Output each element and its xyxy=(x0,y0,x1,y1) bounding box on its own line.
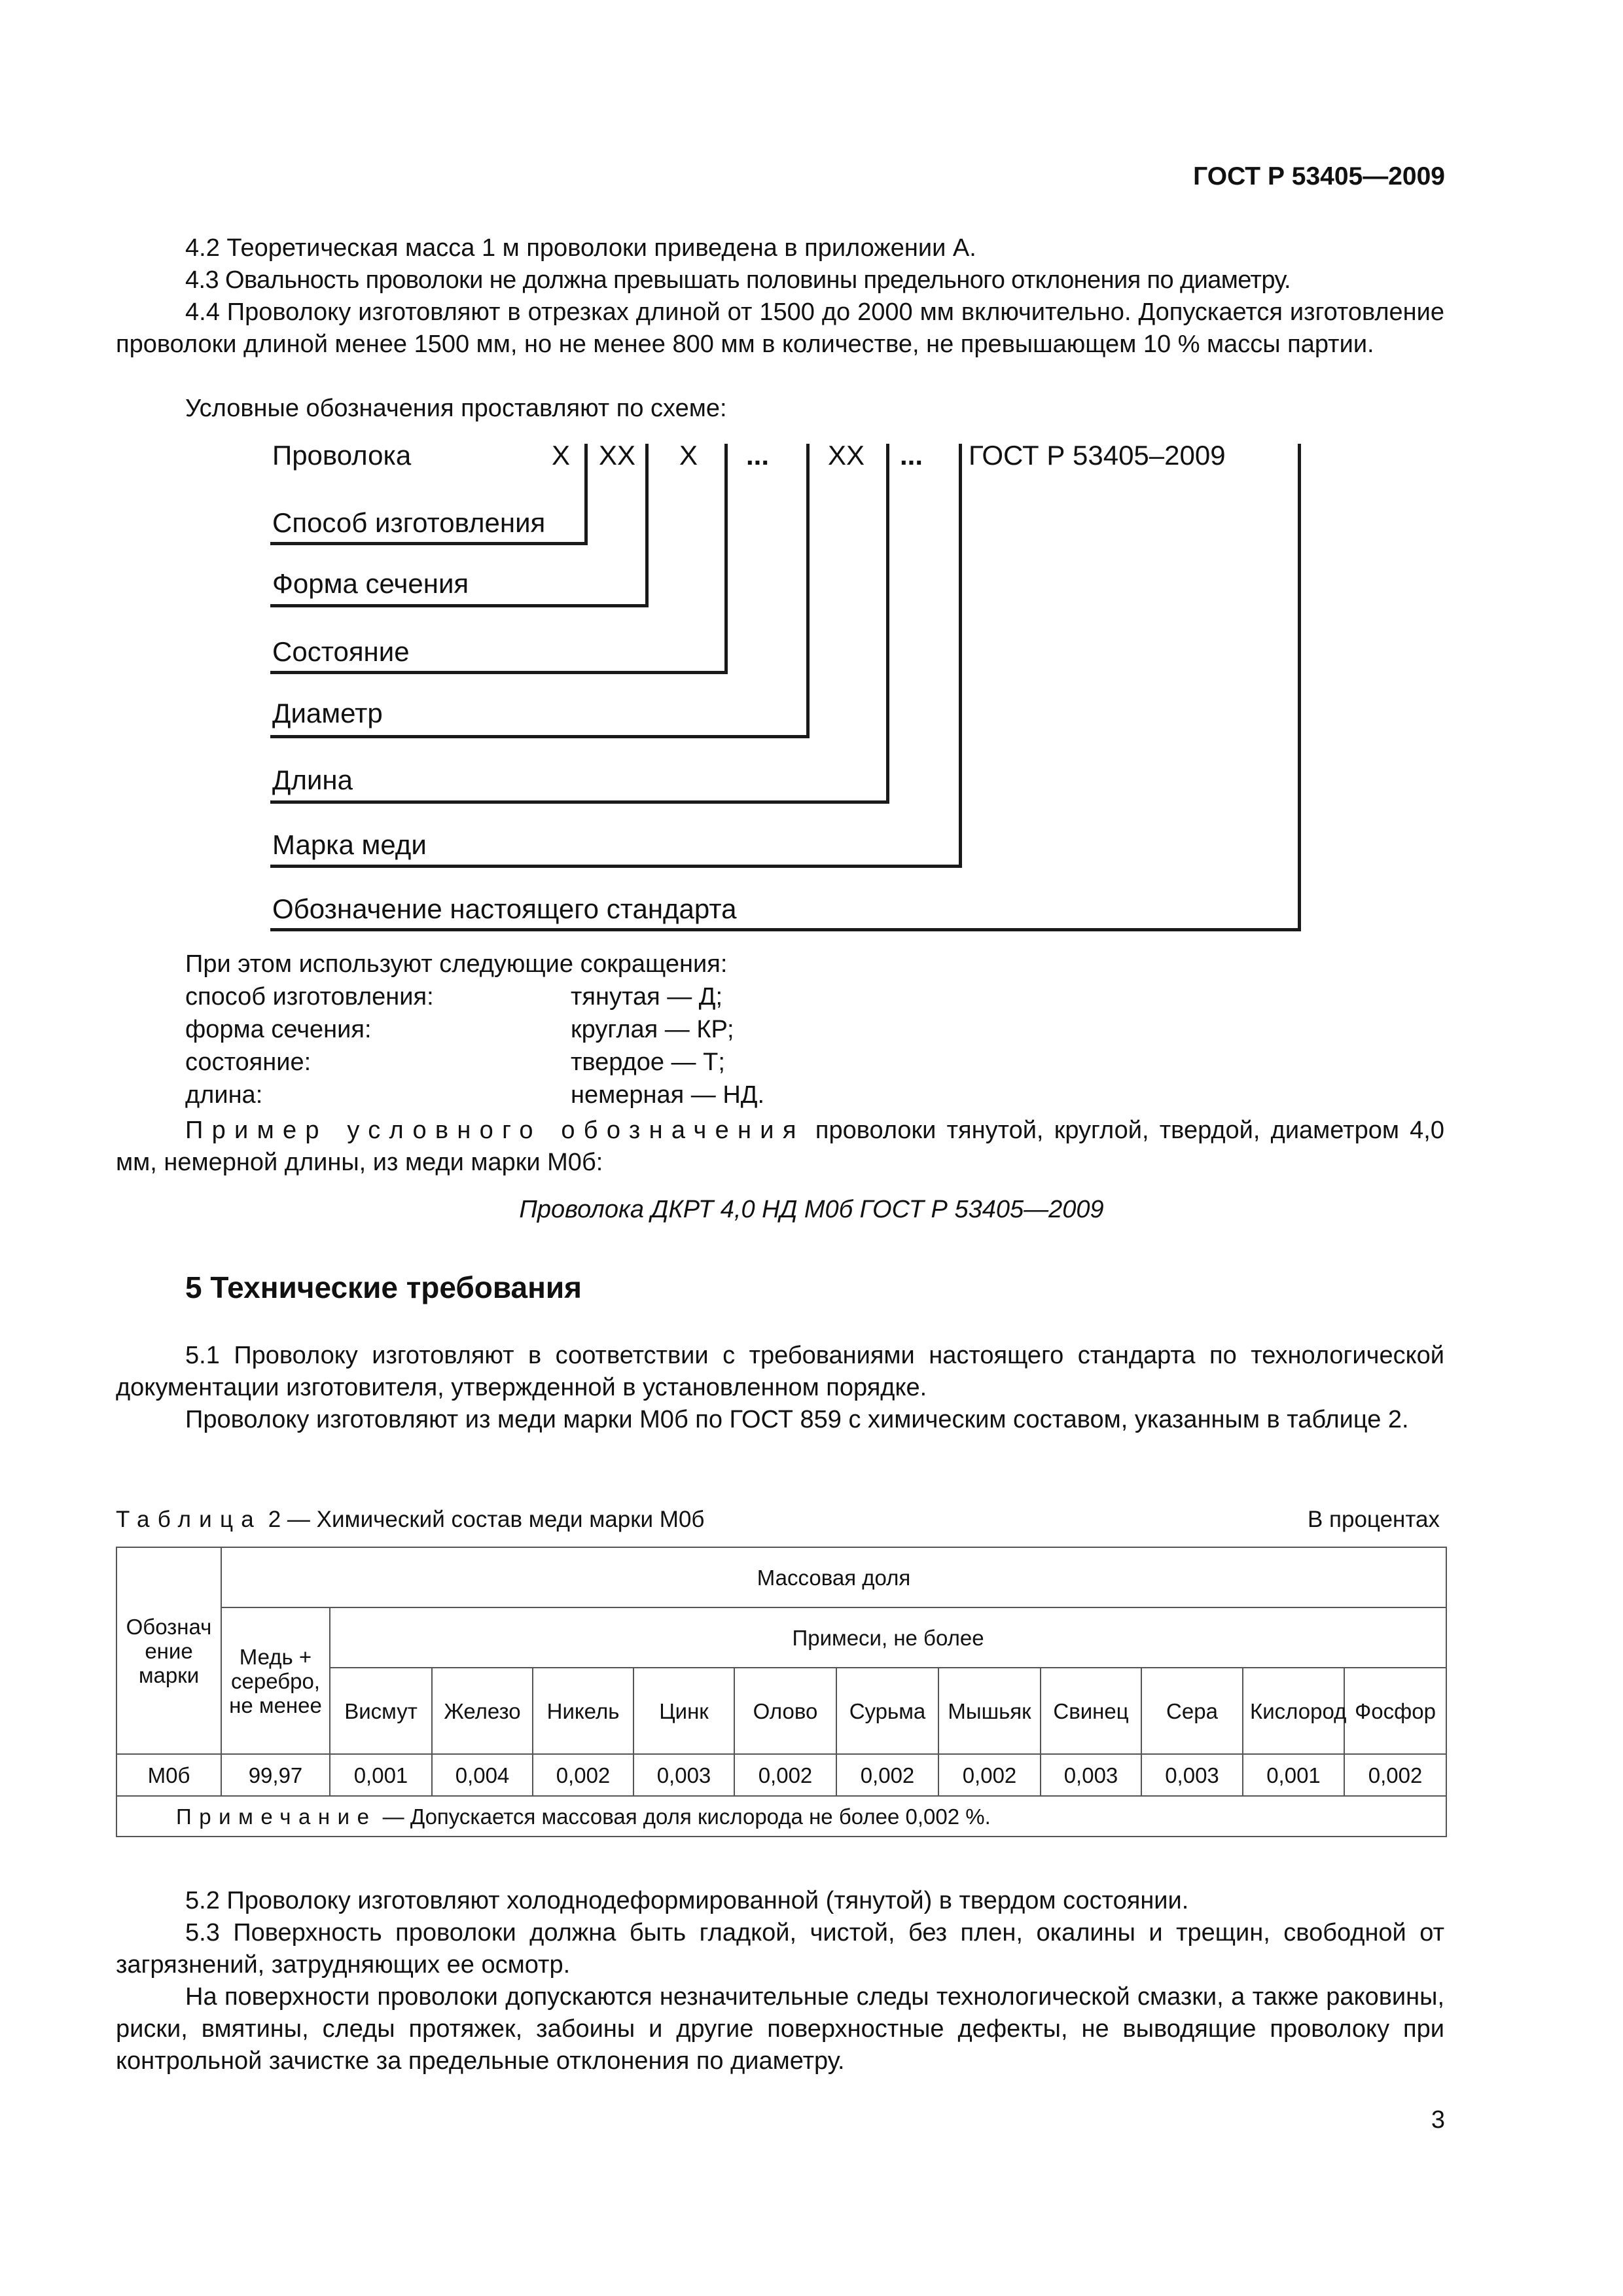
abbr-key-4: длина: xyxy=(185,1081,263,1109)
cell-value: 0,002 xyxy=(938,1754,1041,1796)
abbr-val-1: тянутая — Д; xyxy=(571,983,723,1011)
th-copper: Медь + серебро, не менее xyxy=(221,1607,330,1754)
scheme-label-diameter: Диаметр xyxy=(272,698,383,728)
paragraph-5-3: 5.3 Поверхность проволоки должна быть гладкой, чистой, без плен, окалины и трещин, свободной от загрязнений, затрудняющих ее осмотр. xyxy=(116,1919,1444,1979)
paragraph-5-2: 5.2 Проволоку изготовляют холоднодеформированной (тянутой) в твердом состоянии. xyxy=(185,1887,1189,1914)
th-element: Сера xyxy=(1141,1668,1243,1754)
scheme-label-method: Способ изготовления xyxy=(272,507,546,538)
th-element: Свинец xyxy=(1041,1668,1141,1754)
scheme-vline-5 xyxy=(886,444,889,804)
cell-value: 0,002 xyxy=(533,1754,633,1796)
cell-copper: 99,97 xyxy=(221,1754,330,1796)
scheme-label-grade: Марка меди xyxy=(272,829,427,860)
scheme-vline-3 xyxy=(724,444,728,674)
cell-value: 0,002 xyxy=(734,1754,836,1796)
th-grade: Обозначение марки xyxy=(116,1547,221,1754)
cell-value: 0,004 xyxy=(432,1754,533,1796)
example-paragraph: Пример условного обозначения проволоки тянутой, круглой, твердой, диаметром 4,0 мм, немерной длины, из меди марки М0б: xyxy=(116,1117,1445,1176)
th-mass-fraction: Массовая доля xyxy=(221,1547,1446,1607)
abbr-val-3: твердое — Т; xyxy=(571,1049,725,1076)
scheme-vline-1 xyxy=(584,444,588,545)
scheme-label-length: Длина xyxy=(272,764,353,795)
cell-value: 0,003 xyxy=(1041,1754,1141,1796)
paragraph-5-1b: Проволоку изготовляют из меди марки М0б по ГОСТ 859 с химическим составом, указанным в таблице 2. xyxy=(185,1406,1409,1433)
scheme-token-method: Х xyxy=(552,440,571,471)
paragraph-4-4: 4.4 Проволоку изготовляют в отрезках длиной от 1500 до 2000 мм включительно. Допускается изготовление проволоки длиной менее 1500 мм, но не менее 800 мм в количестве, не превышающем 10 % массы партии. xyxy=(116,298,1444,358)
scheme-hline-5 xyxy=(270,800,889,804)
abbr-key-2: форма сечения: xyxy=(185,1016,372,1043)
scheme-hline-3 xyxy=(270,671,728,674)
abbr-val-2: круглая — КР; xyxy=(571,1016,734,1043)
table-caption: Таблица 2 — Химический состав меди марки М0б xyxy=(116,1507,705,1532)
page-header: ГОСТ Р 53405—2009 xyxy=(1193,162,1445,190)
th-element: Сурьма xyxy=(836,1668,938,1754)
th-element: Мышьяк xyxy=(938,1668,1041,1754)
th-element: Фосфор xyxy=(1344,1668,1446,1754)
th-impurities: Примеси, не более xyxy=(330,1607,1446,1668)
scheme-token-shape: ХХ xyxy=(599,440,636,471)
paragraph-4-2: 4.2 Теоретическая масса 1 м проволоки приведена в приложении А. xyxy=(185,234,976,262)
scheme-vline-6 xyxy=(959,444,962,868)
th-element: Висмут xyxy=(330,1668,432,1754)
cell-value: 0,001 xyxy=(330,1754,432,1796)
scheme-hline-6 xyxy=(270,865,962,868)
scheme-token-diameter: ... xyxy=(746,440,770,471)
cell-value: 0,001 xyxy=(1243,1754,1344,1796)
scheme-token-standard: ГОСТ Р 53405–2009 xyxy=(969,440,1226,471)
paragraph-5-3b: На поверхности проволоки допускаются незначительные следы технологической смазки, а также раковины, риски, вмятины, следы протяжек, забоины и другие поверхностные дефекты, не выводящие проволоку при контрольной зачистке за предельные отклонения по диаметру. xyxy=(116,1983,1444,2075)
abbr-val-4: немерная — НД. xyxy=(571,1081,765,1109)
scheme-vline-2 xyxy=(645,444,649,607)
cell-grade: М0б xyxy=(116,1754,221,1796)
section-5-heading: 5 Технические требования xyxy=(185,1270,582,1304)
scheme-vline-7 xyxy=(1298,444,1301,931)
th-element: Олово xyxy=(734,1668,836,1754)
th-element: Кислород xyxy=(1243,1668,1344,1754)
scheme-hline-1 xyxy=(270,542,588,545)
example-designation: Проволока ДКРТ 4,0 НД М0б ГОСТ Р 53405—2009 xyxy=(519,1196,1104,1223)
th-element: Никель xyxy=(533,1668,633,1754)
scheme-label-shape: Форма сечения xyxy=(272,568,469,599)
scheme-hline-7 xyxy=(270,928,1301,931)
page-number: 3 xyxy=(1431,2106,1445,2134)
cell-value: 0,003 xyxy=(1141,1754,1243,1796)
table-note: Примечание — Допускается массовая доля кислорода не более 0,002 %. xyxy=(116,1796,1446,1837)
paragraph-4-3: 4.3 Овальность проволоки не должна превышать половины предельного отклонения по диаметру. xyxy=(185,266,1291,294)
scheme-title: Проволока xyxy=(272,440,412,471)
th-element: Цинк xyxy=(633,1668,734,1754)
scheme-hline-4 xyxy=(270,735,810,738)
abbr-key-1: способ изготовления: xyxy=(185,983,434,1011)
abbr-key-3: состояние: xyxy=(185,1049,312,1076)
cell-value: 0,002 xyxy=(836,1754,938,1796)
table-units: В процентах xyxy=(1307,1507,1440,1532)
scheme-intro: Условные обозначения проставляют по схеме: xyxy=(185,395,727,422)
scheme-label-state: Состояние xyxy=(272,636,410,667)
table-row xyxy=(116,1754,1446,1796)
scheme-token-state: Х xyxy=(679,440,698,471)
scheme-label-standard: Обозначение настоящего стандарта xyxy=(272,893,737,924)
scheme-token-length: ХХ xyxy=(828,440,865,471)
th-element: Железо xyxy=(432,1668,533,1754)
paragraph-5-1: 5.1 Проволоку изготовляют в соответствии с требованиями настоящего стандарта по технологической документации изготовителя, утвержденной в установленном порядке. xyxy=(116,1342,1444,1401)
chemical-composition-table xyxy=(116,1547,1447,1837)
scheme-vline-4 xyxy=(806,444,810,738)
scheme-hline-2 xyxy=(270,604,649,607)
abbr-intro: При этом используют следующие сокращения: xyxy=(185,950,728,978)
cell-value: 0,003 xyxy=(633,1754,734,1796)
cell-value: 0,002 xyxy=(1344,1754,1446,1796)
scheme-token-grade: ... xyxy=(900,440,923,471)
